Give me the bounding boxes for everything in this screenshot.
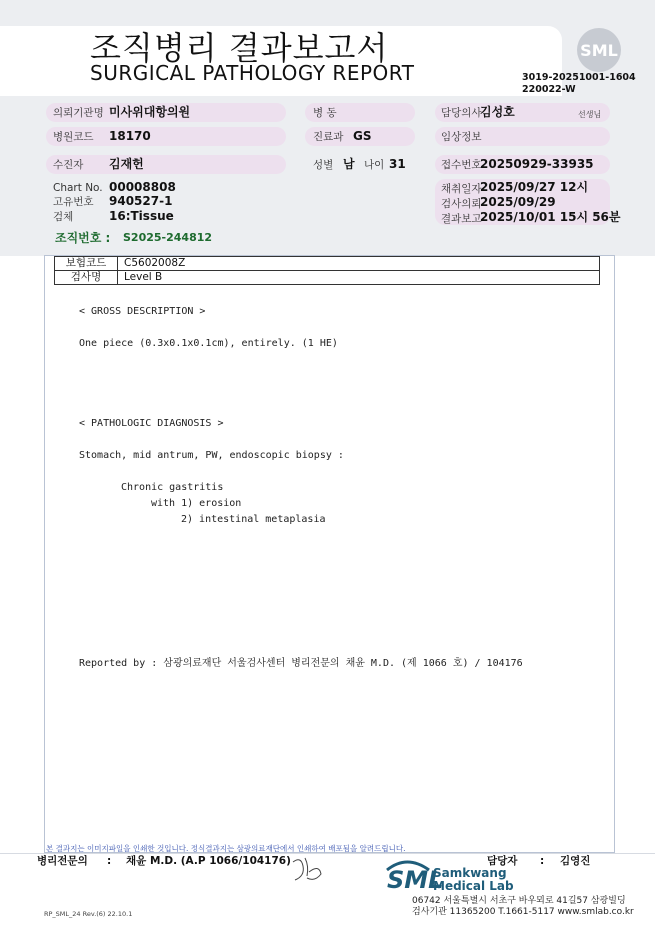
collection-date-value: 2025/09/27 12시 xyxy=(480,180,589,194)
specimen-label: 검체 xyxy=(53,211,74,223)
staff-label: 담당자 xyxy=(487,855,518,867)
patient-value: 김재헌 xyxy=(109,157,144,171)
age-label: 나이 xyxy=(364,159,385,171)
gross-description-text: One piece (0.3x0.1x0.1cm), entirely. (1 HE) xyxy=(79,338,338,349)
clinical-info-label: 임상정보 xyxy=(441,131,482,143)
lab-contact: 검사기관 11365200 T.1661-5117 www.smlab.co.kr xyxy=(412,907,634,917)
tissue-no-value: S2025-244812 xyxy=(123,231,213,244)
report-number-line-2: 220022-W xyxy=(522,84,576,95)
chart-no-value: 00008808 xyxy=(109,180,176,194)
insurance-code-value: C5602008Z xyxy=(118,257,600,271)
gross-description-heading: < GROSS DESCRIPTION > xyxy=(79,306,206,317)
unique-no-label: 고유번호 xyxy=(53,196,94,208)
diagnosis-line-1: Chronic gastritis xyxy=(121,482,224,493)
hospital-code-value: 18170 xyxy=(109,129,151,143)
table-row xyxy=(55,271,600,285)
doctor-value: 김성호 xyxy=(480,105,515,119)
pathologist-label: 병리전문의 xyxy=(37,855,88,867)
specimen-value: 16:Tissue xyxy=(109,209,174,223)
pathologic-diagnosis-heading: < PATHOLOGIC DIAGNOSIS > xyxy=(79,418,224,429)
report-number-line-1: 3019-20251001-1604 xyxy=(522,72,636,83)
diagnosis-line-3: 2) intestinal metaplasia xyxy=(181,514,326,525)
sml-logo-icon: SML xyxy=(577,28,621,72)
report-date-value: 2025/10/01 15시 56분 xyxy=(480,210,621,224)
hospital-code-label: 병원코드 xyxy=(53,131,94,143)
report-title-english: SURGICAL PATHOLOGY REPORT xyxy=(90,61,415,85)
diagnosis-site: Stomach, mid antrum, PW, endoscopic biopsy : xyxy=(79,450,344,461)
form-code: RP_SML_24 Rev.(6) 22.10.1 xyxy=(44,910,133,918)
pathologist-colon: : xyxy=(107,855,112,867)
request-date-label: 검사의뢰 xyxy=(441,198,482,210)
age-value: 31 xyxy=(389,157,406,171)
receipt-no-value: 20250929-33935 xyxy=(480,157,594,171)
staff-colon: : xyxy=(540,855,545,867)
request-date-value: 2025/09/29 xyxy=(480,195,556,209)
ward-label: 병 동 xyxy=(313,107,337,119)
footer-divider xyxy=(0,853,655,854)
doctor-label: 담당의사 xyxy=(441,107,482,119)
chart-no-label: Chart No. xyxy=(53,182,103,194)
institution-label: 의뢰기관명 xyxy=(53,107,104,119)
department-value: GS xyxy=(353,129,372,143)
insurance-code-label: 보험코드 xyxy=(55,257,118,271)
signature-mark xyxy=(287,852,327,886)
receipt-no-label: 접수번호 xyxy=(441,159,482,171)
unique-no-value: 940527-1 xyxy=(109,194,173,208)
sex-label: 성별 xyxy=(313,159,334,171)
sex-value: 남 xyxy=(343,157,355,171)
staff-value: 김영진 xyxy=(560,855,591,867)
pathologist-value: 채윤 M.D. (A.P 1066/104176) xyxy=(126,855,291,867)
lab-name-line-2: Medical Lab xyxy=(433,879,514,893)
diagnosis-line-2: with 1) erosion xyxy=(151,498,242,509)
lab-address: 06742 서울특별시 서초구 바우뫼로 41길57 삼광빌딩 xyxy=(412,896,626,906)
tissue-no-label: 조직번호 : xyxy=(55,231,111,245)
patient-label: 수진자 xyxy=(53,159,84,171)
test-name-value: Level B xyxy=(118,271,600,285)
lab-logo-text: SML xyxy=(387,866,444,894)
code-table xyxy=(54,256,600,285)
report-title-korean: 조직병리 결과보고서 xyxy=(90,29,389,67)
reported-by: Reported by : 삼광의료재단 서울검사센터 병리전문의 채윤 M.D. (제 1066 호) / 104176 xyxy=(79,658,523,669)
department-label: 진료과 xyxy=(313,131,344,143)
disclaimer-text: 본 결과지는 이미지파일을 인쇄한 것입니다. 정식결과지는 삼광의료재단에서 인쇄하여 배포됨을 알려드립니다. xyxy=(46,844,406,853)
table-row xyxy=(55,257,600,271)
doctor-suffix: 선생님 xyxy=(578,110,602,119)
lab-name-line-1: Samkwang xyxy=(433,866,507,880)
report-date-label: 결과보고 xyxy=(441,213,482,225)
test-name-label: 검사명 xyxy=(55,271,118,285)
institution-value: 미사위대항의원 xyxy=(109,105,191,119)
collection-date-label: 채취일자 xyxy=(441,183,482,195)
